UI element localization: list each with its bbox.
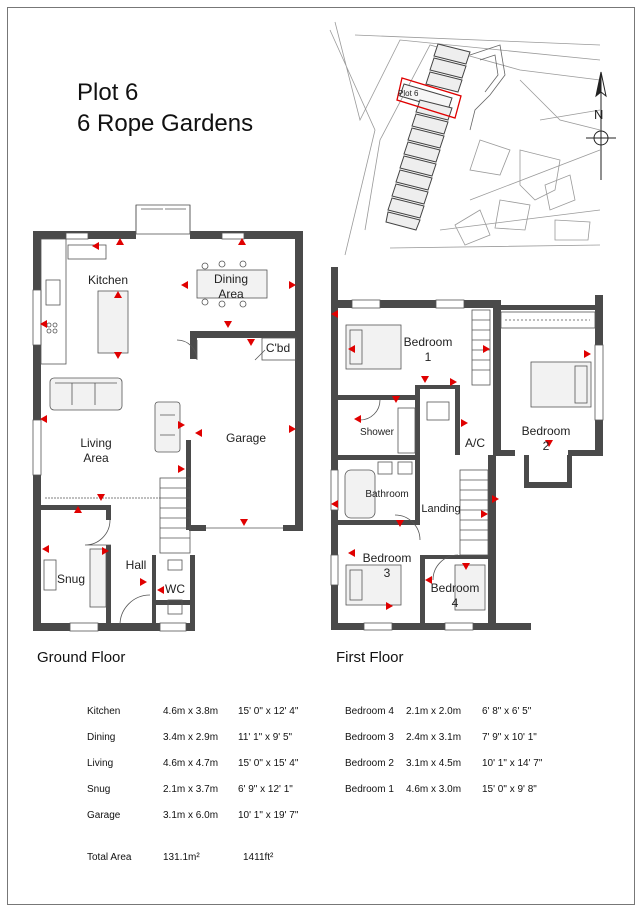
schedule-room: Bedroom 3 — [345, 732, 394, 743]
room-label-ac: A/C — [464, 436, 486, 450]
schedule-metric: 4.6m x 3.0m — [406, 784, 462, 795]
schedule-metric: 2.4m x 3.1m — [406, 732, 462, 743]
schedule-room: Snug — [87, 784, 111, 795]
schedule-room: Living — [87, 758, 114, 769]
room-label-shower: Shower — [360, 427, 394, 438]
terrace-blocks — [386, 44, 470, 230]
schedule-imperial: 10' 1" x 19' 7" — [238, 810, 299, 821]
schedule-imperial: 6' 8" x 6' 5" — [482, 706, 532, 717]
room-label-landing: Landing — [421, 503, 461, 515]
ground-floor-label: Ground Floor — [37, 649, 126, 666]
room-label-cupboard: C'bd — [265, 341, 291, 355]
schedule-room: Bedroom 1 — [345, 784, 394, 795]
room-label-garage: Garage — [225, 431, 267, 445]
room-label-bedroom3-line1: Bedroom — [362, 551, 412, 565]
schedule-imperial: 15' 0" x 15' 4" — [238, 758, 299, 769]
room-label-dining-line2: Area — [218, 287, 244, 301]
schedule-room: Garage — [87, 810, 121, 821]
total-area-label: Total Area — [87, 852, 132, 863]
north-label: N — [594, 107, 604, 122]
schedule-imperial: 15' 0" x 12' 4" — [238, 706, 299, 717]
total-area-metric: 131.1m² — [163, 852, 200, 863]
schedule-room: Kitchen — [87, 706, 121, 717]
schedule-metric: 2.1m x 3.7m — [163, 784, 219, 795]
room-label-bedroom1-line2: 1 — [424, 350, 432, 364]
schedule-imperial: 10' 1" x 14' 7" — [482, 758, 543, 769]
room-label-bedroom3-line2: 3 — [383, 566, 391, 580]
first-floor-label: First Floor — [336, 649, 404, 666]
room-label-bedroom2-line2: 2 — [542, 439, 550, 453]
ground-floor-details — [33, 205, 296, 631]
room-label-kitchen: Kitchen — [87, 273, 129, 287]
total-area-imperial: 1411ft² — [243, 852, 274, 863]
room-label-living-line2: Area — [83, 451, 109, 465]
room-label-wc: WC — [165, 582, 185, 596]
schedule-metric: 3.4m x 2.9m — [163, 732, 219, 743]
room-label-dining-line1: Dining — [213, 272, 249, 286]
room-label-bathroom: Bathroom — [365, 489, 409, 500]
plot-title: Plot 6 — [77, 79, 139, 106]
schedule-metric: 2.1m x 2.0m — [406, 706, 462, 717]
schedule-metric: 4.6m x 4.7m — [163, 758, 219, 769]
north-arrow-icon — [586, 72, 616, 180]
address-title: 6 Rope Gardens — [77, 110, 254, 137]
schedule-metric: 4.6m x 3.8m — [163, 706, 219, 717]
room-label-bedroom1-line1: Bedroom — [403, 335, 453, 349]
room-label-bedroom2-line1: Bedroom — [521, 424, 571, 438]
schedule-room: Bedroom 4 — [345, 706, 394, 717]
room-label-bedroom4-line2: 4 — [451, 596, 459, 610]
schedule-imperial: 11' 1" x 9' 5" — [238, 732, 293, 743]
room-label-snug: Snug — [56, 572, 86, 586]
schedule-imperial: 15' 0" x 9' 8" — [482, 784, 537, 795]
schedule-imperial: 7' 9" x 10' 1" — [482, 732, 537, 743]
schedule-room: Bedroom 2 — [345, 758, 394, 769]
schedule-metric: 3.1m x 4.5m — [406, 758, 462, 769]
schedule-room: Dining — [87, 732, 116, 743]
room-label-living-line1: Living — [80, 436, 112, 450]
room-label-hall: Hall — [125, 558, 147, 572]
schedule-metric: 3.1m x 6.0m — [163, 810, 219, 821]
room-label-bedroom4-line1: Bedroom — [430, 581, 480, 595]
site-plot-label: Plot 6 — [398, 89, 419, 98]
schedule-imperial: 6' 9" x 12' 1" — [238, 784, 293, 795]
